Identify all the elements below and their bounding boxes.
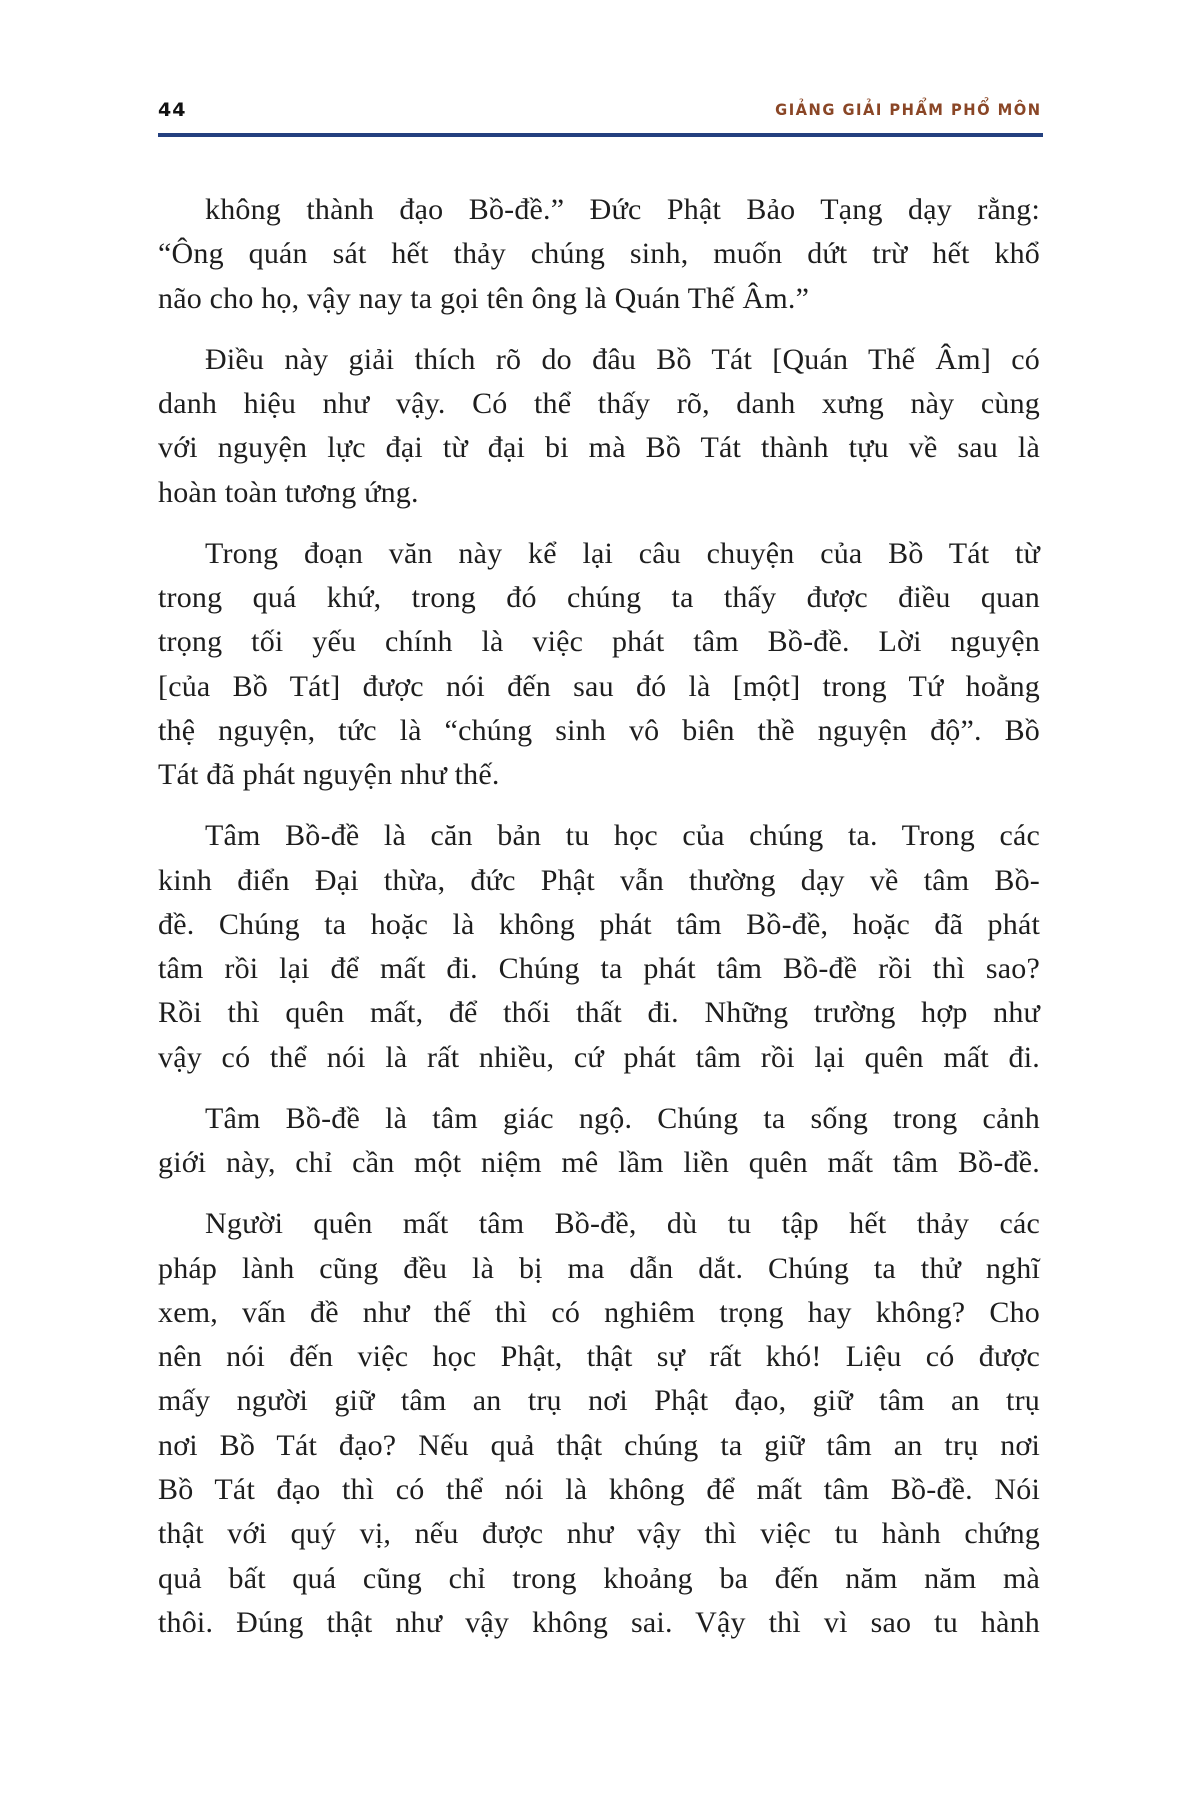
text-line: quả bất quá cũng chỉ trong khoảng ba đến năm năm mà [158,1561,1040,1595]
text-line: pháp lành cũng đều là bị ma dẫn dắt. Chúng ta thử nghĩ [158,1251,1040,1285]
text-line: đề. Chúng ta hoặc là không phát tâm Bồ-đề, hoặc đã phát [158,907,1040,941]
paragraph-1 [158,188,1040,321]
running-title: GIẢNG GIẢI PHẨM PHỔ MÔN [775,100,1042,119]
text-line: tâm rồi lại để mất đi. Chúng ta phát tâm Bồ-đề rồi thì sao? [158,952,1040,986]
text-line: nên nói đến việc học Phật, thật sự rất khó! Liệu có được [158,1340,1040,1374]
page-number: 44 [158,99,187,121]
text-line: não cho họ, vậy nay ta gọi tên ông là Quán Thế Âm.” [158,281,810,315]
paragraph-2 [158,338,1040,515]
text-line: hoàn toàn tương ứng. [158,475,419,509]
text-line: với nguyện lực đại từ đại bi mà Bồ Tát thành tựu về sau là [158,431,1040,465]
text-line: thôi. Đúng thật như vậy không sai. Vậy thì vì sao tu hành [158,1605,1040,1639]
text-line: thật với quý vị, nếu được như vậy thì việc tu hành chứng [158,1517,1040,1551]
text-line: [của Bồ Tát] được nói đến sau đó là [một] trong Tứ hoằng [158,669,1040,703]
running-header [158,96,1043,126]
text-line: xem, vấn đề như thế thì có nghiêm trọng hay không? Cho [158,1295,1040,1329]
text-line: mấy người giữ tâm an trụ nơi Phật đạo, giữ tâm an trụ [158,1384,1040,1418]
text-line: “Ông quán sát hết thảy chúng sinh, muốn dứt trừ hết khổ [158,237,1040,271]
text-line: danh hiệu như vậy. Có thể thấy rõ, danh xưng này cùng [158,386,1040,420]
paragraph-6 [158,1202,1040,1645]
text-line: vậy có thể nói là rất nhiều, cứ phát tâm rồi lại quên mất đi. [158,1040,1040,1074]
paragraph-5 [158,1097,1040,1186]
paragraph-3 [158,532,1040,798]
text-line: Tát đã phát nguyện như thế. [158,758,500,792]
text-line: Tâm Bồ-đề là tâm giác ngộ. Chúng ta sống trong cảnh [205,1101,1040,1135]
text-line: Bồ Tát đạo thì có thể nói là không để mất tâm Bồ-đề. Nói [158,1473,1040,1506]
text-line: Người quên mất tâm Bồ-đề, dù tu tập hết thảy các [205,1207,1040,1241]
text-line: Trong đoạn văn này kể lại câu chuyện của Bồ Tát từ [205,536,1040,570]
text-line: Điều này giải thích rõ do đâu Bồ Tát [Quán Thế Âm] có [205,342,1040,376]
text-line: thệ nguyện, tức là “chúng sinh vô biên thề nguyện độ”. Bồ [158,713,1040,747]
text-line: trong quá khứ, trong đó chúng ta thấy được điều quan [158,580,1040,614]
paragraph-4 [158,814,1040,1080]
body-text [158,188,1040,1662]
text-line: giới này, chỉ cần một niệm mê lầm liền quên mất tâm Bồ-đề. [158,1146,1040,1180]
text-line: nơi Bồ Tát đạo? Nếu quả thật chúng ta giữ tâm an trụ nơi [158,1428,1040,1462]
text-line: trọng tối yếu chính là việc phát tâm Bồ-đề. Lời nguyện [158,625,1040,659]
text-line: không thành đạo Bồ-đề.” Đức Phật Bảo Tạng dạy rằng: [205,193,1040,226]
text-line: Tâm Bồ-đề là căn bản tu học của chúng ta. Trong các [205,819,1040,853]
header-rule [158,133,1043,137]
text-line: kinh điển Đại thừa, đức Phật vẫn thường dạy về tâm Bồ- [158,863,1040,897]
text-line: Rồi thì quên mất, để thối thất đi. Những trường hợp như [158,996,1040,1030]
